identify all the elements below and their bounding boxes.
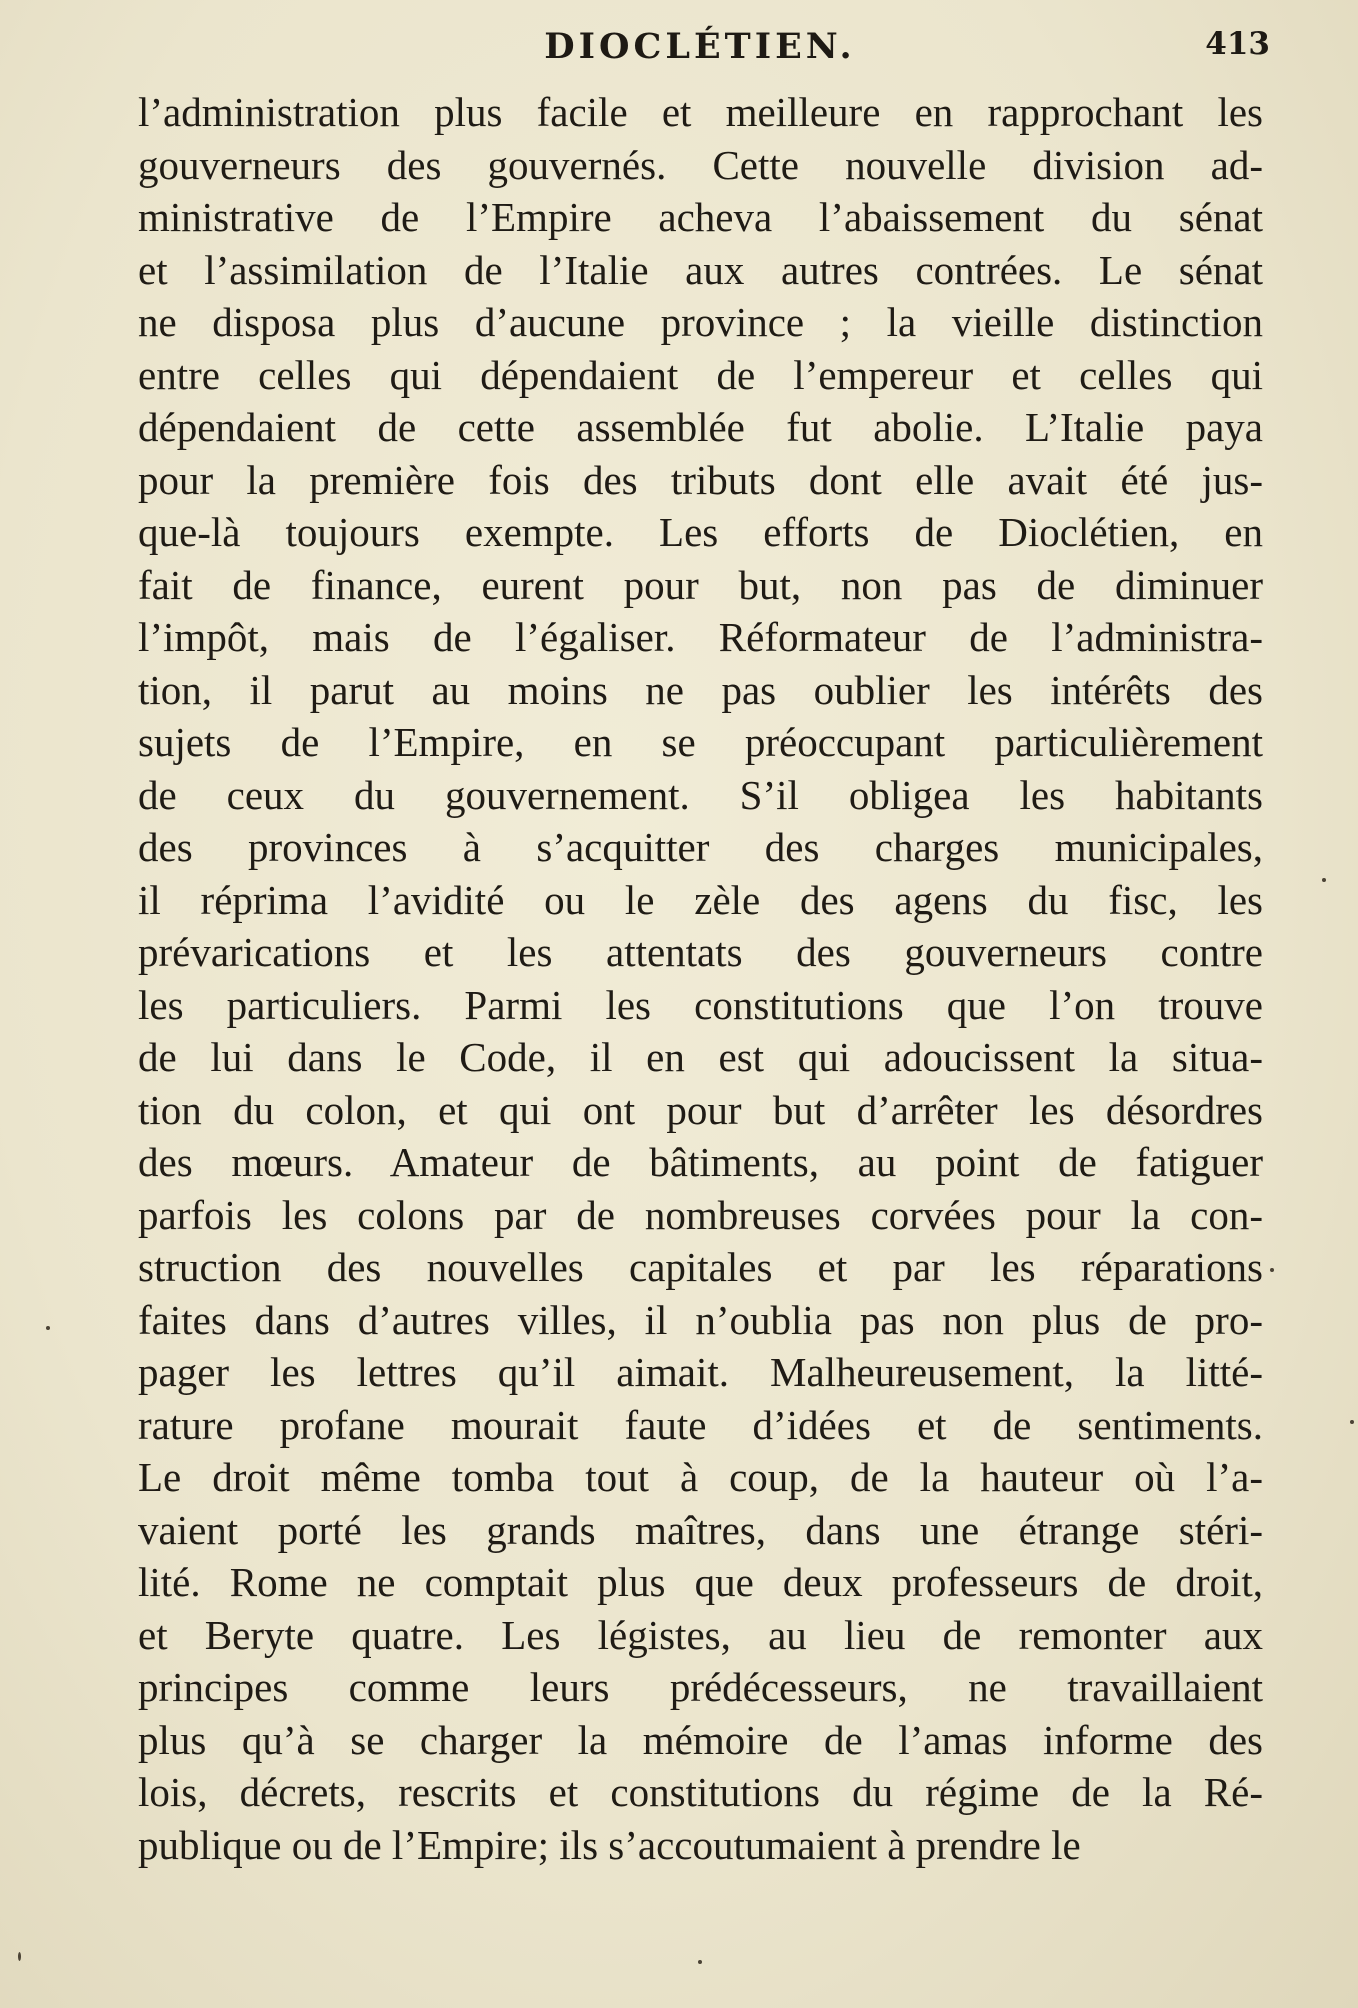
speck: [1350, 1420, 1354, 1424]
text-line: pour la première fois des tributs dont elle avait été jus-: [138, 456, 1263, 503]
body-text: [138, 86, 1263, 1871]
text-line: entre celles qui dépendaient de l’empereur et celles qui: [138, 351, 1263, 398]
text-line: publique ou de l’Empire; ils s’accoutumaient à prendre le: [138, 1821, 1081, 1868]
text-line: tion, il parut au moins ne pas oublier les intérêts des: [138, 666, 1263, 713]
text-line: lité. Rome ne comptait plus que deux professeurs de droit,: [138, 1559, 1263, 1605]
text-line: plus qu’à se charger la mémoire de l’amas informe des: [138, 1716, 1263, 1763]
text-line: prévarications et les attentats des gouverneurs contre: [138, 929, 1263, 975]
text-line: faites dans d’autres villes, il n’oublia pas non plus de pro-: [138, 1296, 1263, 1343]
running-title: DIOCLÉTIEN.: [544, 26, 856, 67]
text-line: lois, décrets, rescrits et constitutions du régime de la Ré-: [138, 1769, 1263, 1815]
speck: [698, 1960, 702, 1964]
speck: [1322, 878, 1326, 882]
speck: [46, 1326, 50, 1330]
text-line: gouverneurs des gouvernés. Cette nouvelle division ad-: [138, 141, 1263, 188]
text-line: l’impôt, mais de l’égaliser. Réformateur de l’administra-: [138, 614, 1263, 660]
text-line: rature profane mourait faute d’idées et de sentiments.: [138, 1401, 1263, 1448]
text-line: Le droit même tomba tout à coup, de la hauteur où l’a-: [138, 1454, 1263, 1500]
text-line: dépendaient de cette assemblée fut abolie. L’Italie paya: [138, 404, 1263, 450]
text-line: sujets de l’Empire, en se préoccupant particulièrement: [138, 719, 1263, 765]
text-line: des provinces à s’acquitter des charges municipales,: [138, 824, 1263, 870]
text-line: parfois les colons par de nombreuses corvées pour la con-: [138, 1191, 1263, 1238]
text-line: que-là toujours exempte. Les efforts de Dioclétien, en: [138, 509, 1263, 555]
text-line: ne disposa plus d’aucune province ; la vieille distinction: [138, 299, 1263, 345]
text-line: de lui dans le Code, il en est qui adoucissent la situa-: [138, 1034, 1263, 1080]
text-line: pager les lettres qu’il aimait. Malheureusement, la litté-: [138, 1349, 1263, 1395]
text-line: vaient porté les grands maîtres, dans une étrange stéri-: [138, 1506, 1263, 1553]
speck: [18, 1952, 21, 1961]
text-line: les particuliers. Parmi les constitutions que l’on trouve: [138, 981, 1263, 1028]
text-line: principes comme leurs prédécesseurs, ne travaillaient: [138, 1664, 1263, 1710]
text-line: des mœurs. Amateur de bâtiments, au point de fatiguer: [138, 1139, 1263, 1185]
text-line: et l’assimilation de l’Italie aux autres contrées. Le sénat: [138, 246, 1263, 293]
text-line: fait de finance, eurent pour but, non pas de diminuer: [138, 561, 1263, 608]
page-number: 413: [1205, 26, 1270, 62]
text-line: il réprima l’avidité ou le zèle des agens du fisc, les: [138, 876, 1263, 923]
text-line: l’administration plus facile et meilleure en rapprochant les: [138, 89, 1263, 135]
running-head: [130, 26, 1270, 76]
speck: [1270, 1268, 1274, 1272]
text-line: et Beryte quatre. Les légistes, au lieu de remonter aux: [138, 1611, 1263, 1658]
text-line: de ceux du gouvernement. S’il obligea les habitants: [138, 771, 1263, 818]
text-line: tion du colon, et qui ont pour but d’arrêter les désordres: [138, 1086, 1263, 1133]
text-line: struction des nouvelles capitales et par les réparations: [138, 1244, 1263, 1290]
text-line: ministrative de l’Empire acheva l’abaissement du sénat: [138, 194, 1263, 240]
